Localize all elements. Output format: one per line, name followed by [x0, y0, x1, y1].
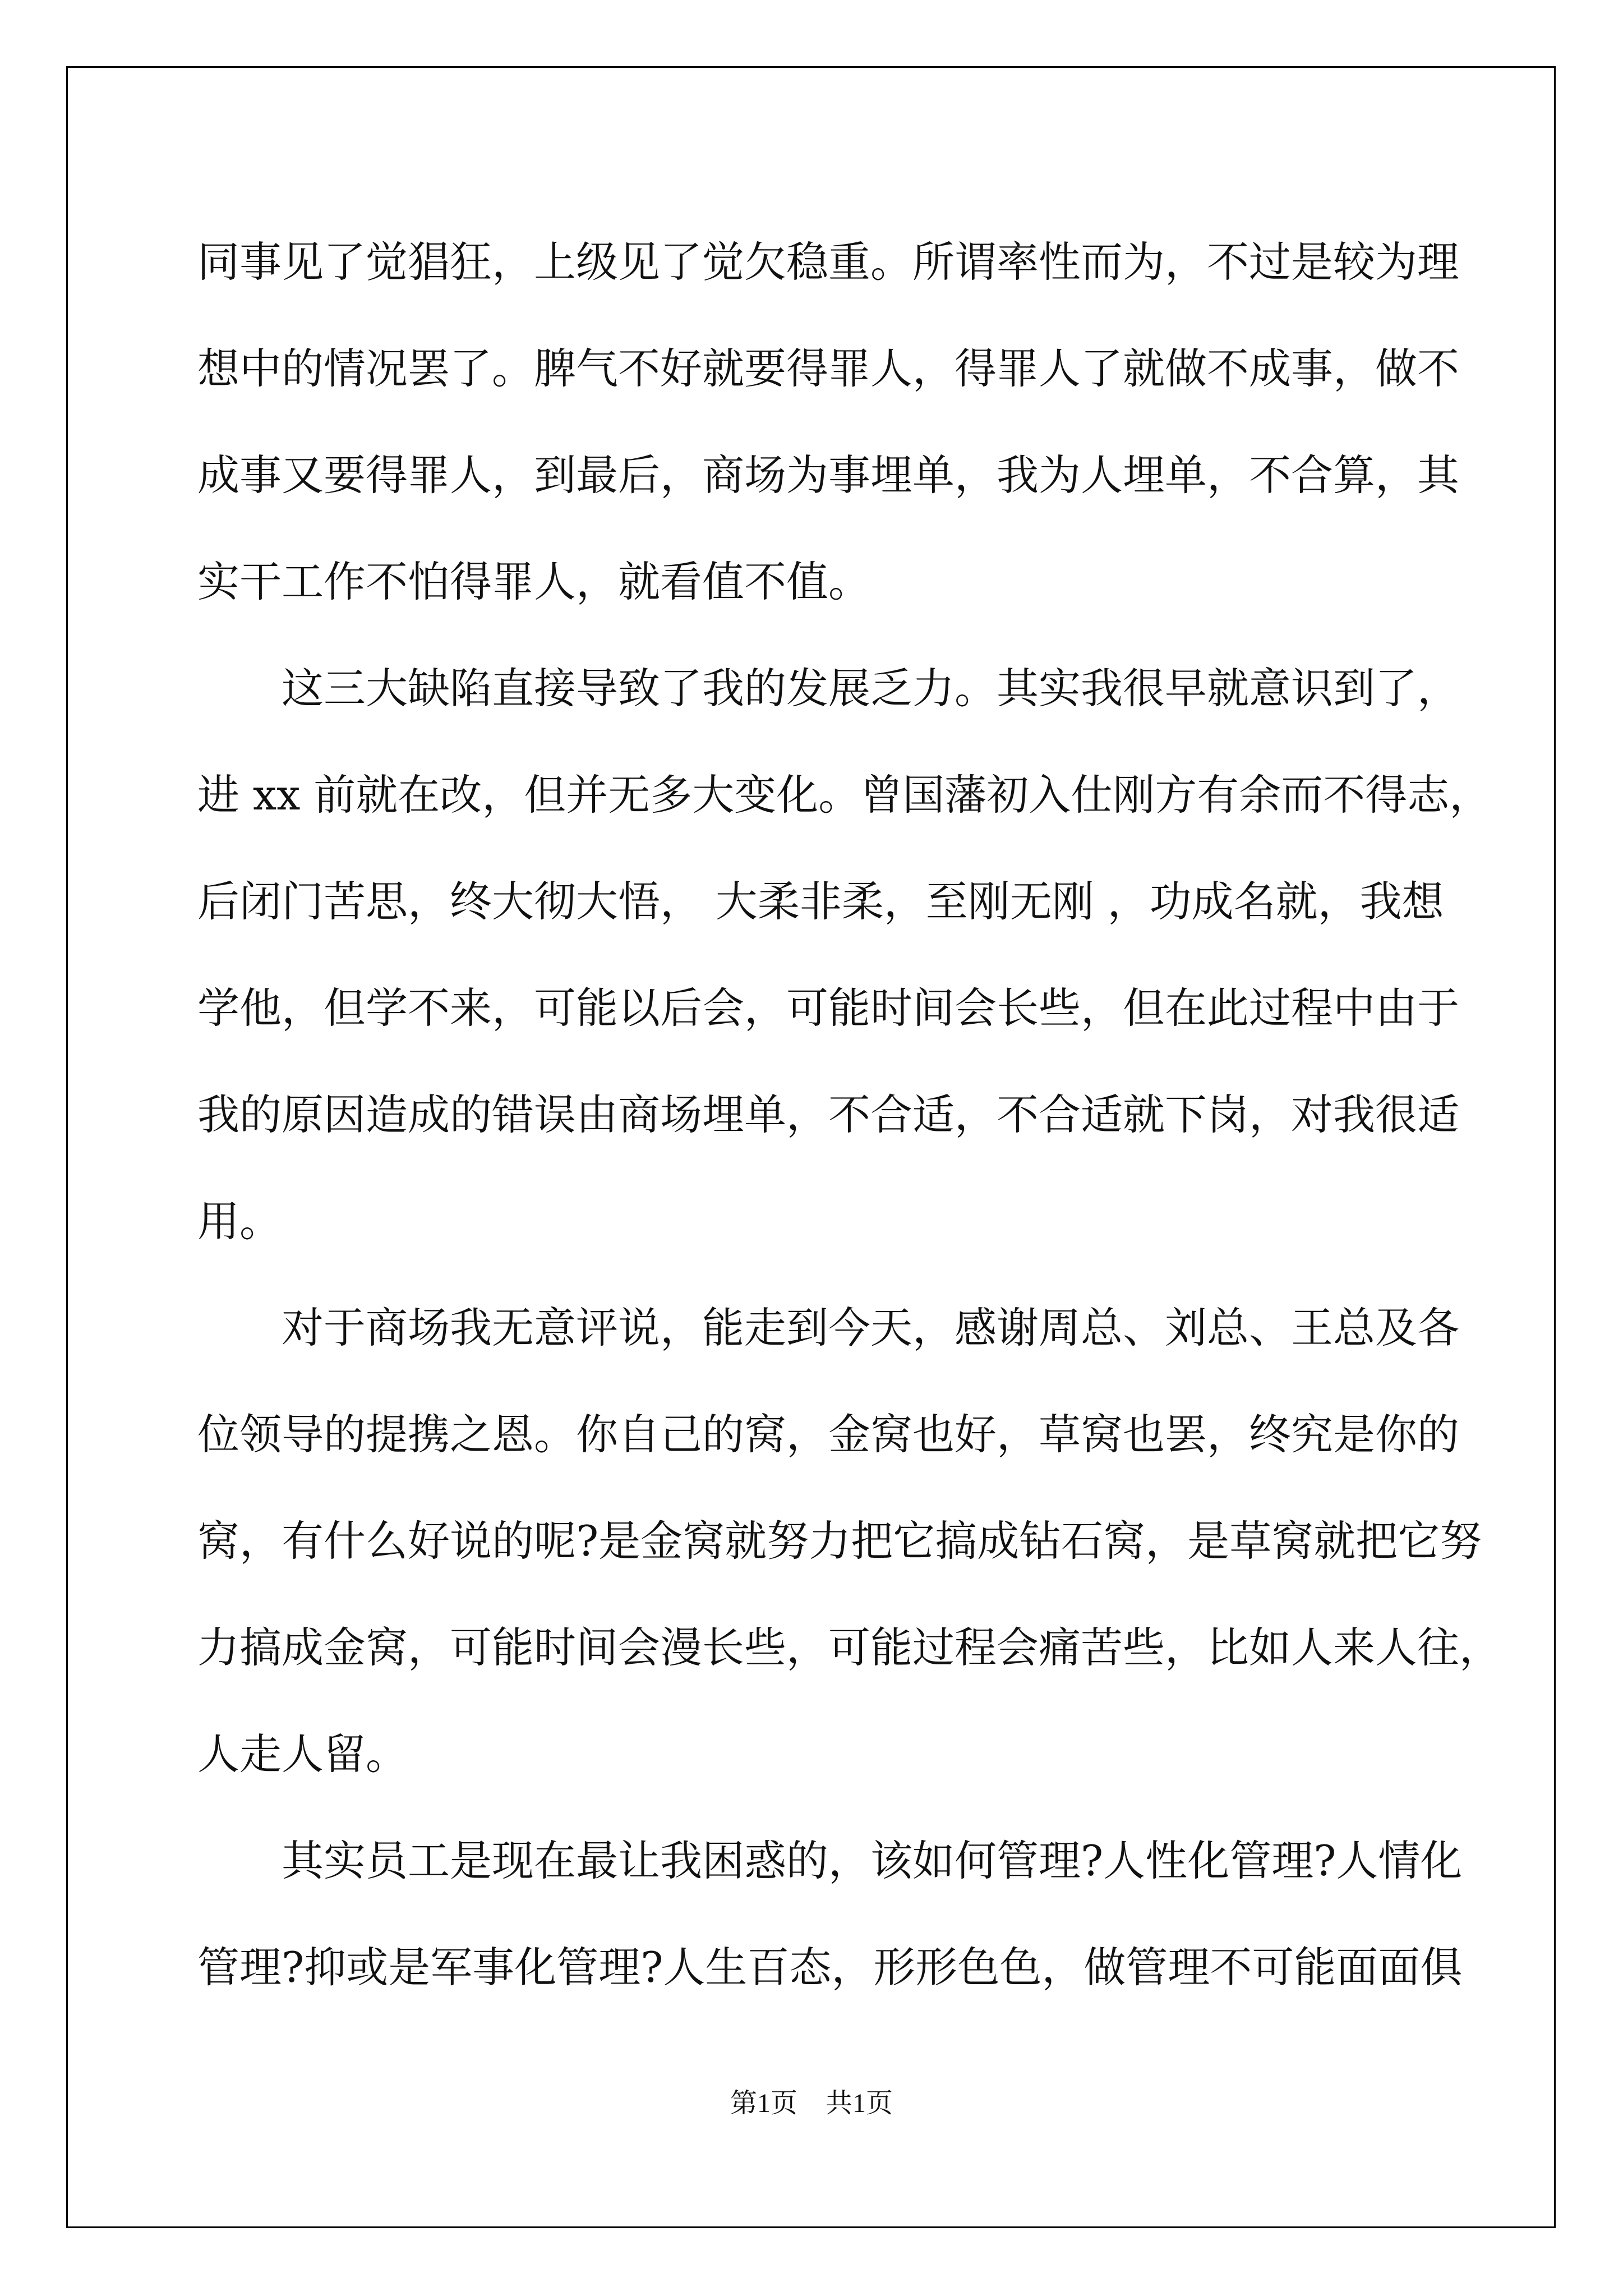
- document-body: [197, 209, 1502, 2021]
- text-line: 后闭门苦思，终大彻大悟， 大柔非柔，至刚无刚 ，功成名就，我想: [197, 877, 1444, 926]
- paragraph-start-line: 对于商场我无意评说，能走到今天，感谢周总、刘总、王总及各: [282, 1303, 1460, 1352]
- text-line: 窝，有什么好说的呢?是金窝就努力把它搞成钻石窝，是草窝就把它努: [197, 1516, 1482, 1566]
- text-line: 学他，但学不来，可能以后会，可能时间会长些，但在此过程中由于: [197, 983, 1460, 1033]
- text-line: 进 xx 前就在改，但并无多大变化。曾国藩初入仕刚方有余而不得志，: [197, 770, 1492, 820]
- text-line: 实干工作不怕得罪人，就看值不值。: [197, 557, 871, 606]
- page-footer: [0, 2081, 1623, 2120]
- text-line: 力搞成金窝，可能时间会漫长些，可能过程会痛苦些，比如人来人往，: [197, 1623, 1502, 1672]
- paragraph-start-line: 其实员工是现在最让我困惑的，该如何管理?人性化管理?人情化: [282, 1836, 1463, 1885]
- text-line: 同事见了觉猖狂，上级见了觉欠稳重。所谓率性而为，不过是较为理: [197, 237, 1460, 287]
- text-line: 位领导的提携之恩。你自己的窝，金窝也好，草窝也罢，终究是你的: [197, 1410, 1460, 1459]
- page-number-total: 共1页: [826, 2088, 893, 2118]
- text-line: 人走人留。: [197, 1729, 408, 1779]
- text-line: 想中的情况罢了。脾气不好就要得罪人，得罪人了就做不成事，做不: [197, 344, 1460, 393]
- text-line: 成事又要得罪人，到最后，商场为事埋单，我为人埋单，不合算，其: [197, 450, 1460, 500]
- page-number-current: 第1页: [730, 2088, 797, 2118]
- text-line: 用。: [197, 1197, 282, 1246]
- text-line: 管理?抑或是军事化管理?人生百态，形形色色，做管理不可能面面俱: [197, 1943, 1463, 1992]
- paragraph-start-line: 这三大缺陷直接导致了我的发展乏力。其实我很早就意识到了，: [282, 664, 1460, 713]
- text-line: 我的原因造成的错误由商场埋单，不合适，不合适就下岗，对我很适: [197, 1090, 1460, 1139]
